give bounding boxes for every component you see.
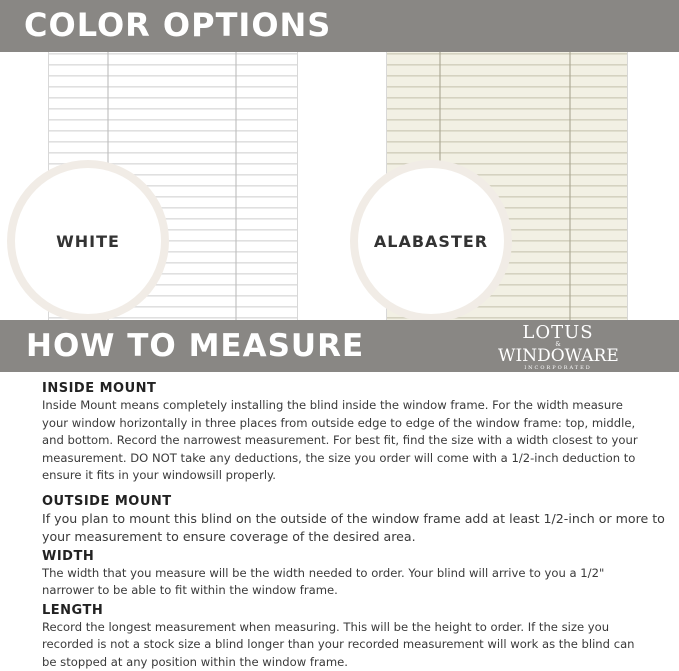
outside-mount-heading: OUTSIDE MOUNT [42, 493, 672, 510]
width-section [42, 548, 672, 600]
alabaster-swatch-label: ALABASTER [374, 232, 488, 251]
outside-mount-section [42, 493, 672, 546]
alabaster-swatch-circle [358, 168, 504, 314]
width-body: The width that you measure will be the width needed to order. Your blind will arrive to you a 1/2" narrower to be able to fit within the window frame. [42, 565, 622, 600]
length-body: Record the longest measurement when measuring. This will be the height to order. If the size you recorded is not a stock size a blind longer than your recorded measurement will work as the blind can be stopped at any position within the window frame. [42, 619, 642, 671]
inside-mount-heading: INSIDE MOUNT [42, 380, 672, 397]
how-to-measure-title: HOW TO MEASURE [26, 328, 364, 364]
measure-instructions [42, 380, 672, 671]
logo-line-incorporated: INCORPORATED [498, 365, 618, 372]
logo-line-lotus: LOTUS [498, 324, 618, 342]
lotus-windoware-logo [498, 324, 618, 372]
color-options-title: COLOR OPTIONS [24, 6, 331, 44]
white-swatch-label: WHITE [56, 232, 120, 251]
color-options-panel [0, 0, 679, 320]
logo-line-windoware: WINDOWARE [498, 348, 618, 365]
color-options-banner [0, 0, 679, 52]
how-to-measure-banner [0, 320, 679, 372]
logo-ampersand: & [498, 342, 618, 348]
white-swatch-circle [15, 168, 161, 314]
width-heading: WIDTH [42, 548, 672, 565]
length-heading: LENGTH [42, 602, 672, 619]
inside-mount-section [42, 380, 672, 485]
inside-mount-body: Inside Mount means completely installing the blind inside the window frame. For the width measure your window horizontally in three places from outside edge to edge of the window frame: top, middle, and bottom. Record the narrowest measurement. For best fit, find the size with a width closest to your measurement. DO NOT take any deductions, the size you order will come with a 1/2-inch deduction to ensure it fits in your windowsill properly. [42, 397, 642, 485]
length-section [42, 602, 672, 671]
outside-mount-body: If you plan to mount this blind on the outside of the window frame add at least 1/2-inch or more to your measurement to ensure coverage of the desired area. [42, 510, 672, 546]
